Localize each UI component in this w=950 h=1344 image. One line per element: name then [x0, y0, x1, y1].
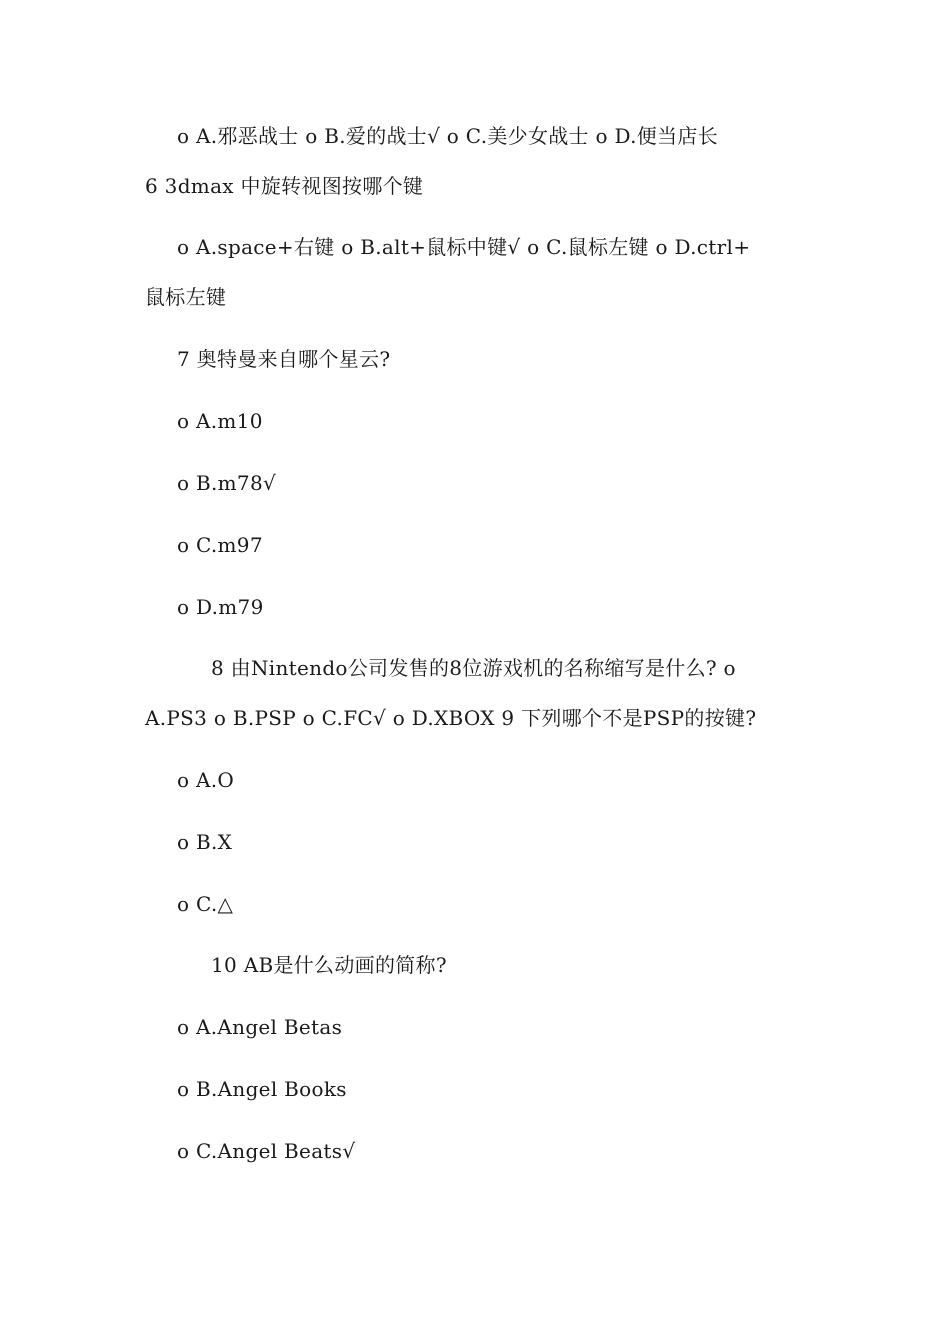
q10-option-a: o A.Angel Betas	[177, 1015, 343, 1039]
q7-question: 7 奥特曼来自哪个星云?	[177, 347, 391, 371]
q7-option-a: o A.m10	[177, 409, 263, 433]
q9-option-b: o B.X	[177, 830, 233, 854]
q10-question: 10 AB是什么动画的简称?	[211, 953, 447, 977]
q7-option-d: o D.m79	[177, 595, 264, 619]
q9-option-c: o C.△	[177, 892, 234, 916]
q10-option-b: o B.Angel Books	[177, 1077, 347, 1101]
q8-question: 8 由Nintendo公司发售的8位游戏机的名称缩写是什么? o	[211, 656, 736, 680]
q6-options-line: o A.space+右键 o B.alt+鼠标中键√ o C.鼠标左键 o D.ctrl+	[177, 235, 751, 259]
q9-option-a: o A.O	[177, 768, 235, 792]
q10-option-c: o C.Angel Beats√	[177, 1139, 356, 1163]
q6-options-continued: 鼠标左键	[145, 285, 227, 309]
q7-option-b: o B.m78√	[177, 471, 277, 495]
q6-question: 6 3dmax 中旋转视图按哪个键	[145, 174, 424, 198]
q5-options-line: o A.邪恶战士 o B.爱的战士√ o C.美少女战士 o D.便当店长	[177, 124, 718, 148]
q7-option-c: o C.m97	[177, 533, 263, 557]
q8-options-q9-question: A.PS3 o B.PSP o C.FC√ o D.XBOX 9 下列哪个不是PSP的按键?	[145, 706, 757, 730]
